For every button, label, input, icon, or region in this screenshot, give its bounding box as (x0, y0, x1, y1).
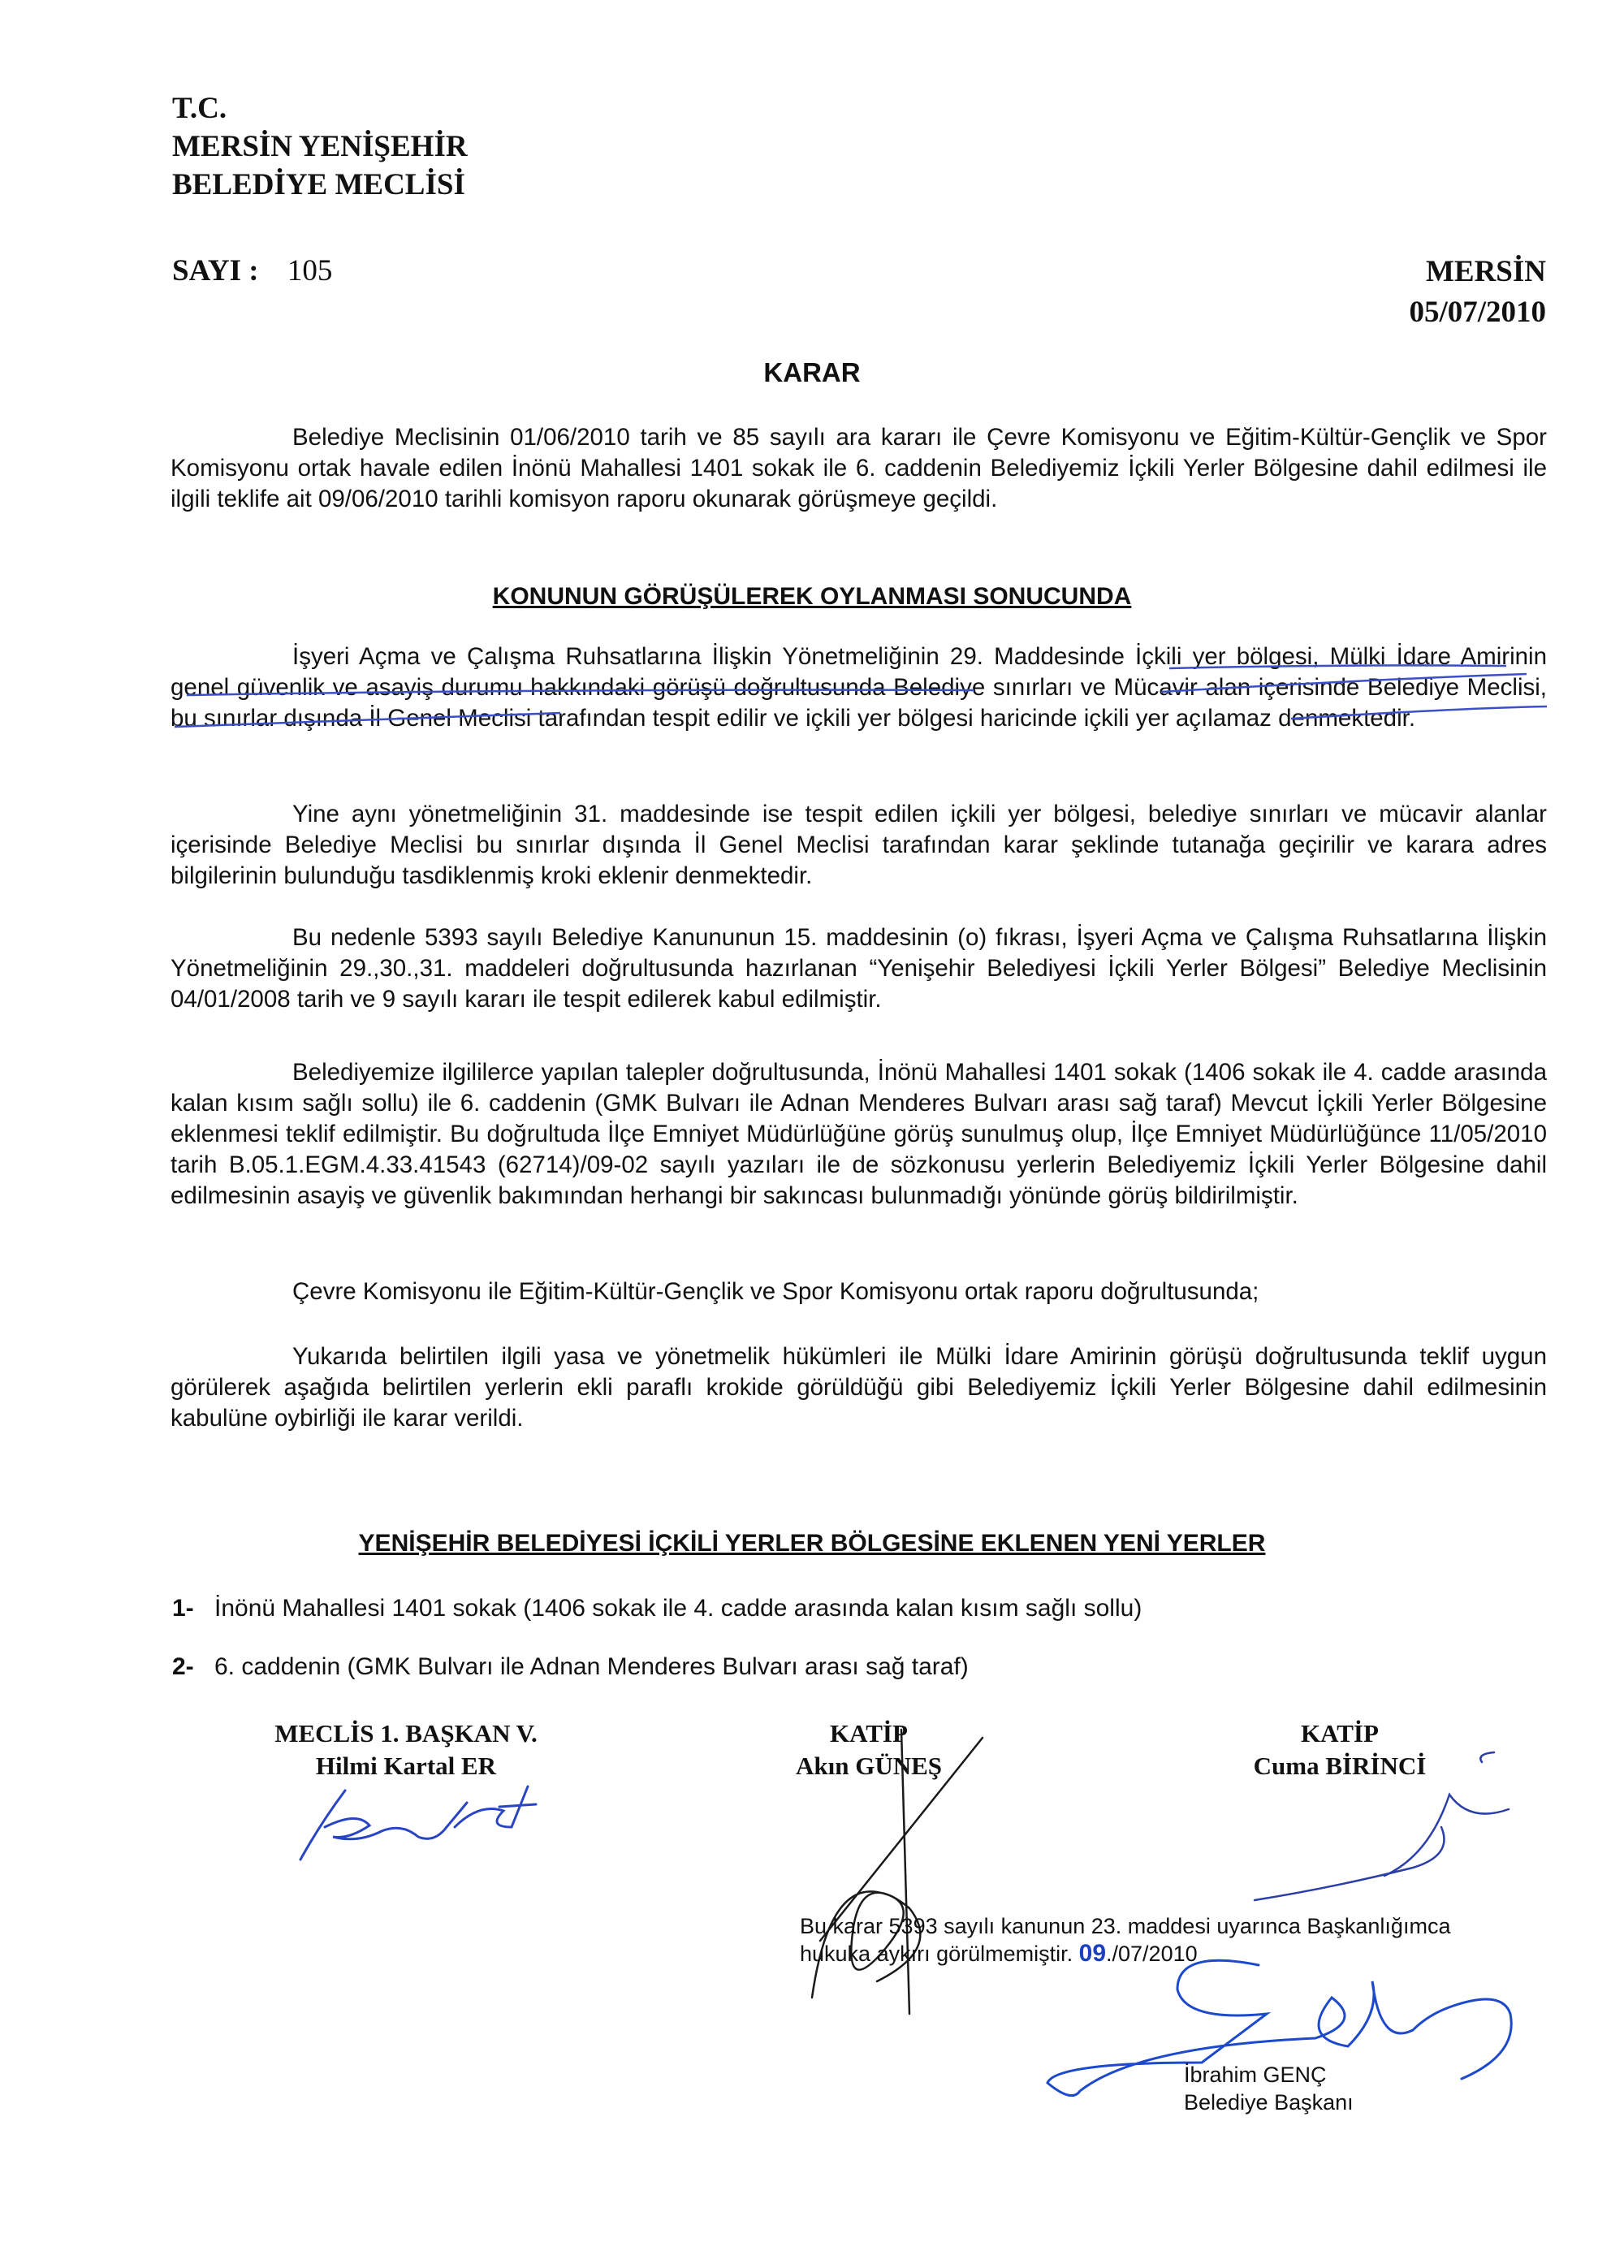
document-number-label: SAYI : (172, 254, 259, 287)
approval-line-2: hukuka aykırı görülmemiştir. 09./07/2010 (800, 1940, 1198, 1967)
city: MERSİN (1425, 255, 1546, 288)
mayor-title: Belediye Başkanı (1184, 2090, 1354, 2115)
signatory-name: Cuma BİRİNCİ (1253, 1752, 1427, 1780)
signatory-role: KATİP (830, 1719, 908, 1747)
list-item: 2- 6. caddenin (GMK Bulvarı ile Adnan Menderes Bulvarı arası sağ taraf) (172, 1653, 969, 1680)
signatory-name: Hilmi Kartal ER (315, 1752, 497, 1780)
paragraph-6: Çevre Komisyonu ile Eğitim-Kültür-Gençlik ve Spor Komisyonu ortak raporu doğrultusunda; (292, 1278, 1259, 1305)
document-number-value: 105 (287, 254, 333, 287)
page-title: KARAR (763, 357, 861, 387)
approval-line-1: Bu karar 5393 sayılı kanunun 23. maddesi uyarınca Başkanlığımca (800, 1914, 1451, 1938)
paragraph-5: Belediyemize ilgililerce yapılan talepler doğrultusunda, İnönü Mahallesi 1401 sokak (1406 sokak ile 4. cadde arasında kalan kısım sağlı sollu) ile 6. caddenin (GMK Bulvarı ile Adnan Menderes Bulvarı arası sağ taraf) Mevcut İçkili Yerler Bölgesine eklenmesi teklif edilmiştir. Bu doğrultuda İlçe Emniyet Müdürlüğüne görüş sunulmuş olup, İlçe Emniyet Müdürlüğünce 11/05/2010 tarih B.05.1.EGM.4.33.41543 (62714)/09-02 sayılı yazıları ile de sözkonusu yerlerin Belediyemiz İçkili Yerler Bölgesine dahil edilmesinin asayiş ve güvenlik bakımından herhangi bir sakıncası bulunmadığı yönünde görüş bildirilmiştir. (171, 1059, 1547, 1209)
list-item: 1- İnönü Mahallesi 1401 sokak (1406 sokak ile 4. cadde arasında kalan kısım sağlı sollu) (172, 1595, 1142, 1622)
mayor-block (1184, 2061, 1354, 2116)
paragraph-2: İşyeri Açma ve Çalışma Ruhsatlarına İlişkin Yönetmeliğinin 29. Maddesinde İçkili yer bölgesi, Mülki İdare Amirinin genel güvenlik ve asayiş durumu hakkındaki görüşü doğrultusunda Belediye sınırları ve Mücavir alan içerisinde Belediye Meclisi, bu sınırlar dışında İl Genel Meclisi tarafından tespit edilir ve içkili yer bölgesi haricinde içkili yer açılamaz denmektedir. (171, 643, 1547, 732)
paragraph-1: Belediye Meclisinin 01/06/2010 tarih ve 85 sayılı ara kararı ile Çevre Komisyonu ve Eğitim-Kültür-Gençlik ve Spor Komisyonu ortak havale edilen İnönü Mahallesi 1401 sokak ile 6. caddenin Belediyemiz İçkili Yerler Bölgesine dahil edilmesi ile ilgili teklife ait 09/06/2010 tarihli komisyon raporu okunarak görüşmeye geçildi. (171, 424, 1547, 512)
header-municipality: MERSİN YENİŞEHİR (172, 130, 468, 163)
paragraph-3: Yine aynı yönetmeliğinin 31. maddesinde ise tespit edilen içkili yer bölgesi, belediye sınırları ve mücavir alanlar içerisinde Belediye Meclisi bu sınırlar dışında İl Genel Meclisi tarafından karar şeklinde tutanağa geçirilir ve karara adres bilgilerinin bulunduğu tasdiklenmiş kroki eklenir denmektedir. (171, 801, 1547, 889)
signatory-name: Akın GÜNEŞ (795, 1752, 943, 1780)
paragraph-7: Yukarıda belirtilen ilgili yasa ve yönetmelik hükümleri ile Mülki İdare Amirinin görüşü doğrultusunda teklif uygun görülerek aşağıda belirtilen yerlerin ekli paraflı krokide görüldüğü gibi Belediyemiz İçkili Yerler Bölgesine dahil edilmesinin kabulüne oybirliği ile karar verildi. (171, 1343, 1547, 1432)
mayor-name: İbrahim GENÇ (1184, 2063, 1327, 2087)
signatory-role: KATİP (1301, 1719, 1379, 1747)
approval-note (800, 1912, 1450, 1968)
section-heading: KONUNUN GÖRÜŞÜLEREK OYLANMASI SONUCUNDA (492, 583, 1132, 610)
header-tc: T.C. (172, 92, 227, 125)
list-heading: YENİŞEHİR BELEDİYESİ İÇKİLİ YERLER BÖLGESİNE EKLENEN YENİ YERLER (358, 1530, 1266, 1557)
header-council: BELEDİYE MECLİSİ (172, 168, 465, 201)
document-date: 05/07/2010 (1409, 296, 1546, 329)
handwritten-day: 09 (1078, 1940, 1107, 1967)
paragraph-4: Bu nedenle 5393 sayılı Belediye Kanununun 15. maddesinin (o) fıkrası, İşyeri Açma ve Çalışma Ruhsatlarına İlişkin Yönetmeliğinin 29.,30.,31. maddeleri doğrultusunda hazırlanan “Yenişehir Belediyesi İçkili Yerler Bölgesi” Belediye Meclisinin 04/01/2008 tarih ve 9 sayılı kararı ile tespit edilerek kabul edilmiştir. (171, 924, 1547, 1013)
signatory-role: MECLİS 1. BAŞKAN V. (274, 1719, 538, 1747)
